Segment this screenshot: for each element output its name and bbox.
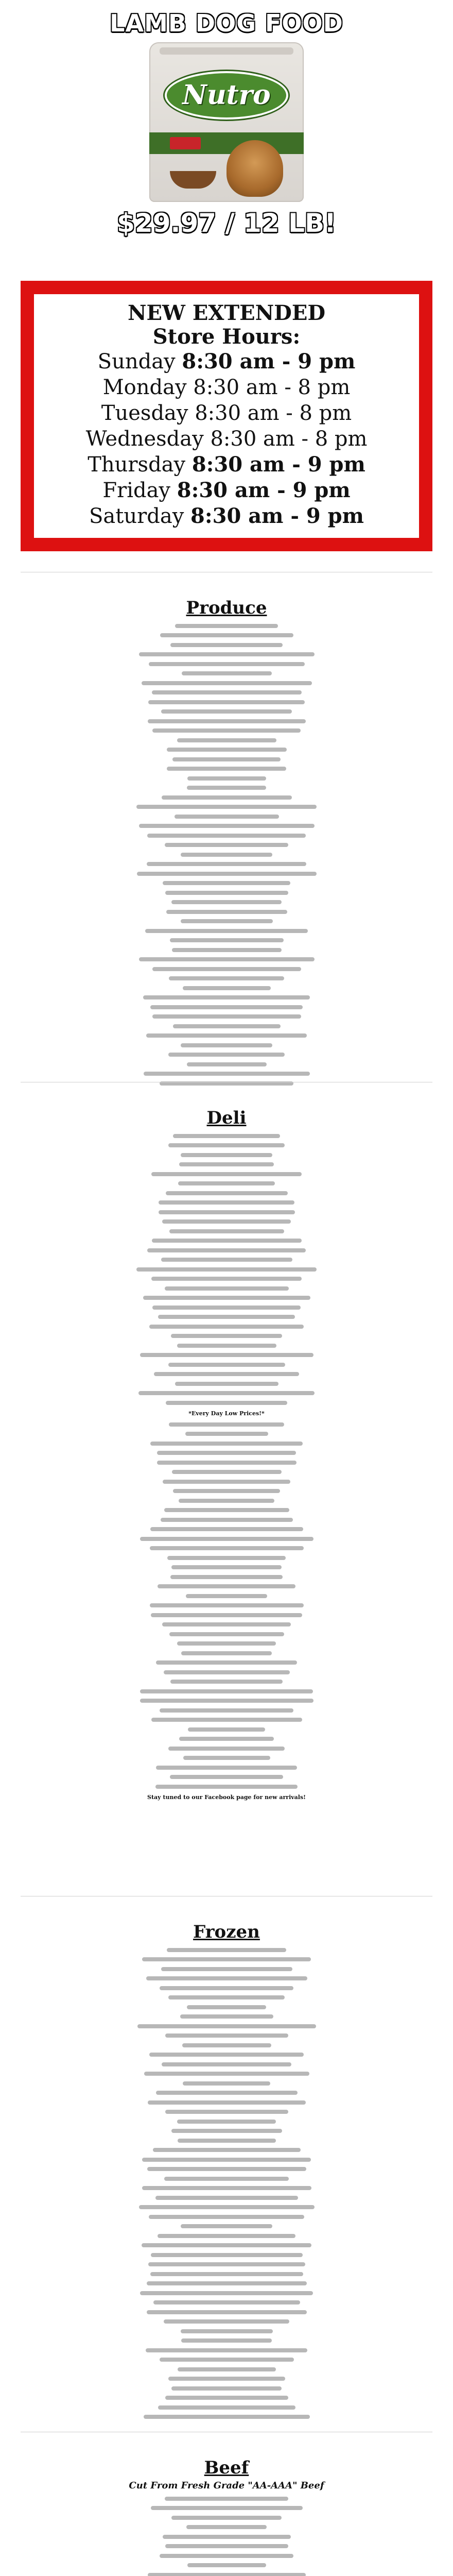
illegible-item-line [151,2506,303,2510]
illegible-item-line [163,881,290,885]
illegible-item-line [167,1556,286,1560]
illegible-item-line [168,1363,285,1367]
illegible-item-line [166,910,287,914]
dog-image [226,140,283,197]
dog-food-bag-image [149,42,304,202]
hero-price: $29.97 / 12 LB! [117,208,336,238]
illegible-item-line [178,1181,275,1185]
deli-facebook-note: Stay tuned to our Facebook page for new arrivals! [147,1794,306,1801]
illegible-item-line [158,2405,295,2410]
illegible-item-line [162,2062,291,2066]
hero-banner [0,0,453,247]
illegible-item-line [167,767,286,771]
illegible-item-line [146,1976,307,1980]
illegible-item-line [150,1442,303,1446]
deli-item-list-c [31,1422,422,1789]
illegible-item-line [140,1537,313,1541]
illegible-item-line [165,2544,288,2548]
illegible-item-line [137,872,317,876]
illegible-item-line [165,2033,288,2038]
illegible-item-line [186,1594,267,1598]
illegible-item-line [148,700,305,704]
illegible-item-line [170,1575,283,1579]
illegible-item-line [181,1153,272,1157]
illegible-item-line [159,1210,295,1214]
illegible-item-line [161,1518,293,1522]
illegible-item-line [155,1785,298,1789]
illegible-item-line [181,2338,272,2343]
illegible-item-line [183,1756,270,1760]
illegible-item-line [161,1967,292,1971]
illegible-item-line [170,1680,283,1684]
illegible-item-line [165,1286,289,1291]
illegible-item-line [171,1565,282,1569]
illegible-item-line [169,976,284,980]
hours-row: Monday 8:30 am - 8 pm [102,376,351,399]
illegible-item-line [172,1470,282,1474]
illegible-item-line [179,1499,274,1503]
illegible-item-line [162,795,292,800]
illegible-item-line [178,2367,276,2371]
illegible-item-line [138,1391,315,1395]
illegible-item-line [181,853,272,857]
illegible-item-line [152,967,301,971]
illegible-item-line [177,1344,276,1348]
illegible-item-line [154,1372,299,1376]
illegible-item-line [164,2177,289,2181]
illegible-item-line [175,1382,278,1386]
illegible-item-line [169,1229,284,1233]
illegible-item-line [158,1584,295,1588]
illegible-item-line [149,662,305,666]
illegible-item-line [136,805,317,809]
illegible-item-line [173,1489,280,1493]
illegible-item-line [139,2205,315,2209]
illegible-item-line [165,2110,288,2114]
illegible-item-line [152,728,301,733]
illegible-item-line [152,1306,301,1310]
illegible-item-line [136,1267,317,1272]
store-hours-box [21,281,432,551]
brand-logo: Nutro [165,71,288,120]
illegible-item-line [143,995,310,999]
illegible-item-line [188,1727,265,1732]
hours-row: Wednesday 8:30 am - 8 pm [85,427,368,451]
illegible-item-line [156,1766,297,1770]
illegible-item-line [147,2281,307,2285]
illegible-item-line [162,1219,291,1224]
illegible-item-line [151,1613,302,1617]
illegible-item-line [142,2243,311,2247]
illegible-item-line [168,2377,285,2381]
illegible-item-line [181,2224,272,2228]
illegible-item-line [153,2148,301,2152]
illegible-item-line [165,2396,288,2400]
illegible-item-line [161,709,292,714]
illegible-item-line [187,1062,267,1066]
hours-row: Saturday 8:30 am - 9 pm [89,504,364,528]
illegible-item-line [187,776,266,781]
illegible-item-line [150,1546,304,1550]
illegible-item-line [187,786,266,790]
illegible-item-line [150,1527,303,1531]
hours-title-line1: NEW EXTENDED [127,301,326,325]
illegible-item-line [163,1480,290,1484]
illegible-item-line [170,643,283,647]
illegible-item-line [177,1641,276,1646]
hours-row: Thursday 8:30 am - 9 pm [88,452,365,477]
illegible-item-line [163,2535,291,2539]
illegible-item-line [144,2072,309,2076]
illegible-item-line [180,2014,273,2019]
illegible-item-line [151,1277,302,1281]
illegible-item-line [171,2129,282,2133]
illegible-item-line [148,2100,306,2105]
illegible-item-line [165,843,288,847]
deli-item-list-b [31,1334,422,1405]
illegible-item-line [139,652,315,656]
illegible-item-line [183,986,271,990]
beef-subtitle: Cut From Fresh Grade "AA-AAA" Beef [129,2480,324,2491]
illegible-item-line [152,1239,302,1243]
illegible-item-line [167,1948,286,1952]
illegible-item-line [171,2386,282,2391]
illegible-item-line [164,1670,290,1674]
illegible-item-line [151,1172,302,1176]
illegible-item-line [145,929,308,933]
illegible-item-line [181,2329,273,2333]
beef-title: Beef [204,2458,249,2478]
illegible-item-line [160,633,293,637]
illegible-item-line [151,2253,303,2257]
illegible-item-line [173,1134,280,1138]
illegible-item-line [143,1296,310,1300]
illegible-item-line [140,1699,313,1703]
illegible-item-line [164,1508,289,1512]
illegible-item-line [152,1014,301,1019]
illegible-item-line [140,1353,313,1357]
hours-row: Sunday 8:30 am - 9 pm [97,349,356,374]
illegible-item-line [148,2573,306,2576]
frozen-title: Frozen [193,1922,260,1942]
illegible-item-line [147,2310,307,2314]
illegible-item-line [182,2043,271,2047]
illegible-item-line [177,2120,276,2124]
illegible-item-line [139,824,315,828]
illegible-item-line [156,1660,297,1665]
illegible-item-line [156,2091,298,2095]
illegible-item-line [177,738,276,742]
illegible-item-line [171,1334,282,1338]
illegible-item-line [158,1315,295,1319]
illegible-item-line [166,1191,288,1195]
illegible-item-line [173,1024,281,1028]
illegible-item-line [152,690,302,694]
illegible-item-line [182,671,272,675]
illegible-item-line [186,2525,267,2529]
produce-title: Produce [186,598,267,618]
illegible-item-line [187,2005,266,2009]
hours-row: Tuesday 8:30 am - 8 pm [101,401,352,425]
illegible-item-line [157,1461,297,1465]
illegible-item-line [160,1708,293,1713]
illegible-item-line [178,2139,276,2143]
illegible-item-line [166,1401,287,1405]
illegible-item-line [181,1651,272,1655]
illegible-item-line [158,2234,295,2238]
illegible-item-line [150,1005,303,1009]
produce-section [31,598,422,1091]
illegible-item-line [140,2291,313,2295]
illegible-item-line [187,2563,266,2567]
deli-title: Deli [206,1108,247,1128]
illegible-item-line [153,2300,300,2304]
illegible-item-line [181,919,273,923]
illegible-item-line [170,938,284,942]
illegible-item-line [165,891,288,895]
illegible-item-line [157,1451,296,1455]
hero-title: LAMB DOG FOOD [110,9,343,37]
produce-item-list [31,624,422,1086]
illegible-item-line [147,2167,306,2171]
illegible-item-line [150,1603,304,1607]
illegible-item-line [142,2186,311,2190]
beef-item-list [31,2497,422,2576]
illegible-item-line [144,1072,310,1076]
illegible-item-line [179,1737,274,1741]
deli-item-list-a [31,1134,422,1329]
illegible-item-line [168,1747,285,1751]
frozen-section [31,1922,422,2425]
illegible-item-line [175,624,278,628]
illegible-item-line [149,2215,304,2219]
illegible-item-line [179,1162,274,1166]
illegible-item-line [160,2358,294,2362]
illegible-item-line [151,1718,302,1722]
deli-section [31,1108,422,1803]
deli-everyday-note: *Every Day Low Prices!* [188,1410,265,1417]
frozen-item-list [31,1948,422,2419]
illegible-item-line [168,1053,285,1057]
beef-section [31,2458,422,2576]
illegible-item-line [148,2262,305,2266]
illegible-item-line [161,1258,292,1262]
illegible-item-line [140,1689,313,1693]
illegible-item-line [181,1043,272,1047]
illegible-item-line [159,1200,294,1205]
illegible-item-line [146,2348,307,2352]
illegible-item-line [146,1033,307,1038]
illegible-item-line [164,2319,289,2324]
illegible-item-line [148,719,306,723]
food-bowl-image [170,171,216,189]
illegible-item-line [169,1422,284,1427]
illegible-item-line [149,2053,304,2057]
illegible-item-line [142,681,312,685]
illegible-item-line [160,1986,293,1990]
illegible-item-line [147,862,306,866]
illegible-item-line [171,2516,282,2520]
hours-list [34,349,419,529]
illegible-item-line [139,957,315,961]
illegible-item-line [170,1775,283,1779]
illegible-item-line [155,2196,298,2200]
illegible-item-line [147,1248,306,1252]
illegible-item-line [185,1432,268,1436]
illegible-item-line [167,748,287,752]
illegible-item-line [165,2497,288,2501]
illegible-item-line [137,2024,316,2028]
illegible-item-line [171,900,282,904]
illegible-item-line [183,2081,270,2086]
illegible-item-line [150,2272,303,2276]
illegible-item-line [172,757,281,761]
illegible-item-line [142,1957,311,1961]
hours-title-line2: Store Hours: [152,325,301,349]
illegible-item-line [172,948,282,952]
illegible-item-line [144,2415,310,2419]
illegible-item-line [149,1325,304,1329]
illegible-item-line [160,2554,293,2558]
illegible-item-line [142,2158,311,2162]
illegible-item-line [147,834,306,838]
illegible-item-line [168,1995,285,1999]
hours-row: Friday 8:30 am - 9 pm [102,478,351,502]
illegible-item-line [168,1143,285,1147]
illegible-item-line [169,1632,284,1636]
illegible-item-line [175,815,279,819]
illegible-item-line [162,1622,291,1626]
